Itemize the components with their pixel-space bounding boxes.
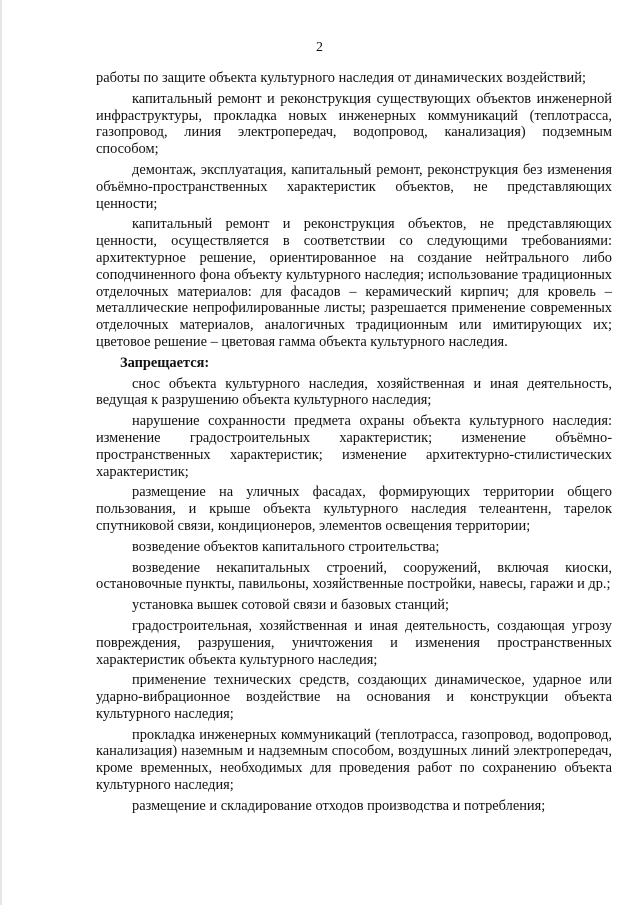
document-body <box>96 70 612 819</box>
prohibited-item: градостроительная, хозяйственная и иная деятельность, создающая угрозу повреждения, разрушения, уничтожения и изменения пространственных характеристик объекта культурного наследия; <box>96 617 612 668</box>
prohibited-item: применение технических средств, создающих динамическое, ударное или ударно-вибрационное воздействие на основания и конструкции объекта культурного наследия; <box>96 672 612 722</box>
prohibited-item: нарушение сохранности предмета охраны объекта культурного наследия: изменение градостроительных характеристик; изменение объёмно-пространственных характеристик; изменение архитектурно-стилистических характеристик; <box>96 413 612 480</box>
prohibited-heading: Запрещается: <box>120 354 210 371</box>
scan-edge <box>0 0 2 905</box>
prohibited-item: прокладка инженерных коммуникаций (теплотрасса, газопровод, водопровод, канализация) наземным и надземным способом, воздушных линий электропередач, кроме временных, необходимых для проведения работ по сохранению объекта культурного наследия; <box>96 726 612 794</box>
prohibited-item: возведение объектов капитального строительства; <box>132 538 440 555</box>
prohibited-item: размещение и складирование отходов производства и потребления; <box>132 797 546 814</box>
prohibited-item: возведение некапитальных строений, сооружений, включая киоски, остановочные пункты, павильоны, хозяйственные постройки, навесы, гаражи и др.; <box>96 559 612 593</box>
paragraph: работы по защите объекта культурного наследия от динамических воздействий; <box>96 70 586 86</box>
prohibited-item: размещение на уличных фасадах, формирующих территории общего пользования, и крыше объекта культурного наследия телеантенн, тарелок спутниковой связи, кондиционеров, элементов освещения территории; <box>96 484 612 534</box>
paragraph: капитальный ремонт и реконструкция объектов, не представляющих ценности, осуществляется в соответствии со следующими требованиями: архитектурное решение, ориентированное на создание нейтрального либо соподчиненного фона объекту культурного наследия; использование традиционных отделочных материалов: для фасадов – керамический кирпич; для кровель – металлические непрофилированные листы; разрешается применение современных отделочных материалов, аналогичных традиционным или имитирующих их; цветовое решение – цветовая гамма объекта культурного наследия. <box>96 216 612 350</box>
page-number: 2 <box>316 40 323 55</box>
paragraph: демонтаж, эксплуатация, капитальный ремонт, реконструкция без изменения объёмно-пространственных характеристик объектов, не представляющих ценности; <box>96 161 612 212</box>
prohibited-item: снос объекта культурного наследия, хозяйственная и иная деятельность, ведущая к разрушению объекта культурного наследия; <box>96 375 612 409</box>
prohibited-item: установка вышек сотовой связи и базовых станций; <box>132 597 449 614</box>
paragraph: капитальный ремонт и реконструкция существующих объектов инженерной инфраструктуры, прокладка новых инженерных коммуникаций (теплотрасса, газопровод, линия электропередач, водопровод, канализация) подземным способом; <box>96 90 612 158</box>
